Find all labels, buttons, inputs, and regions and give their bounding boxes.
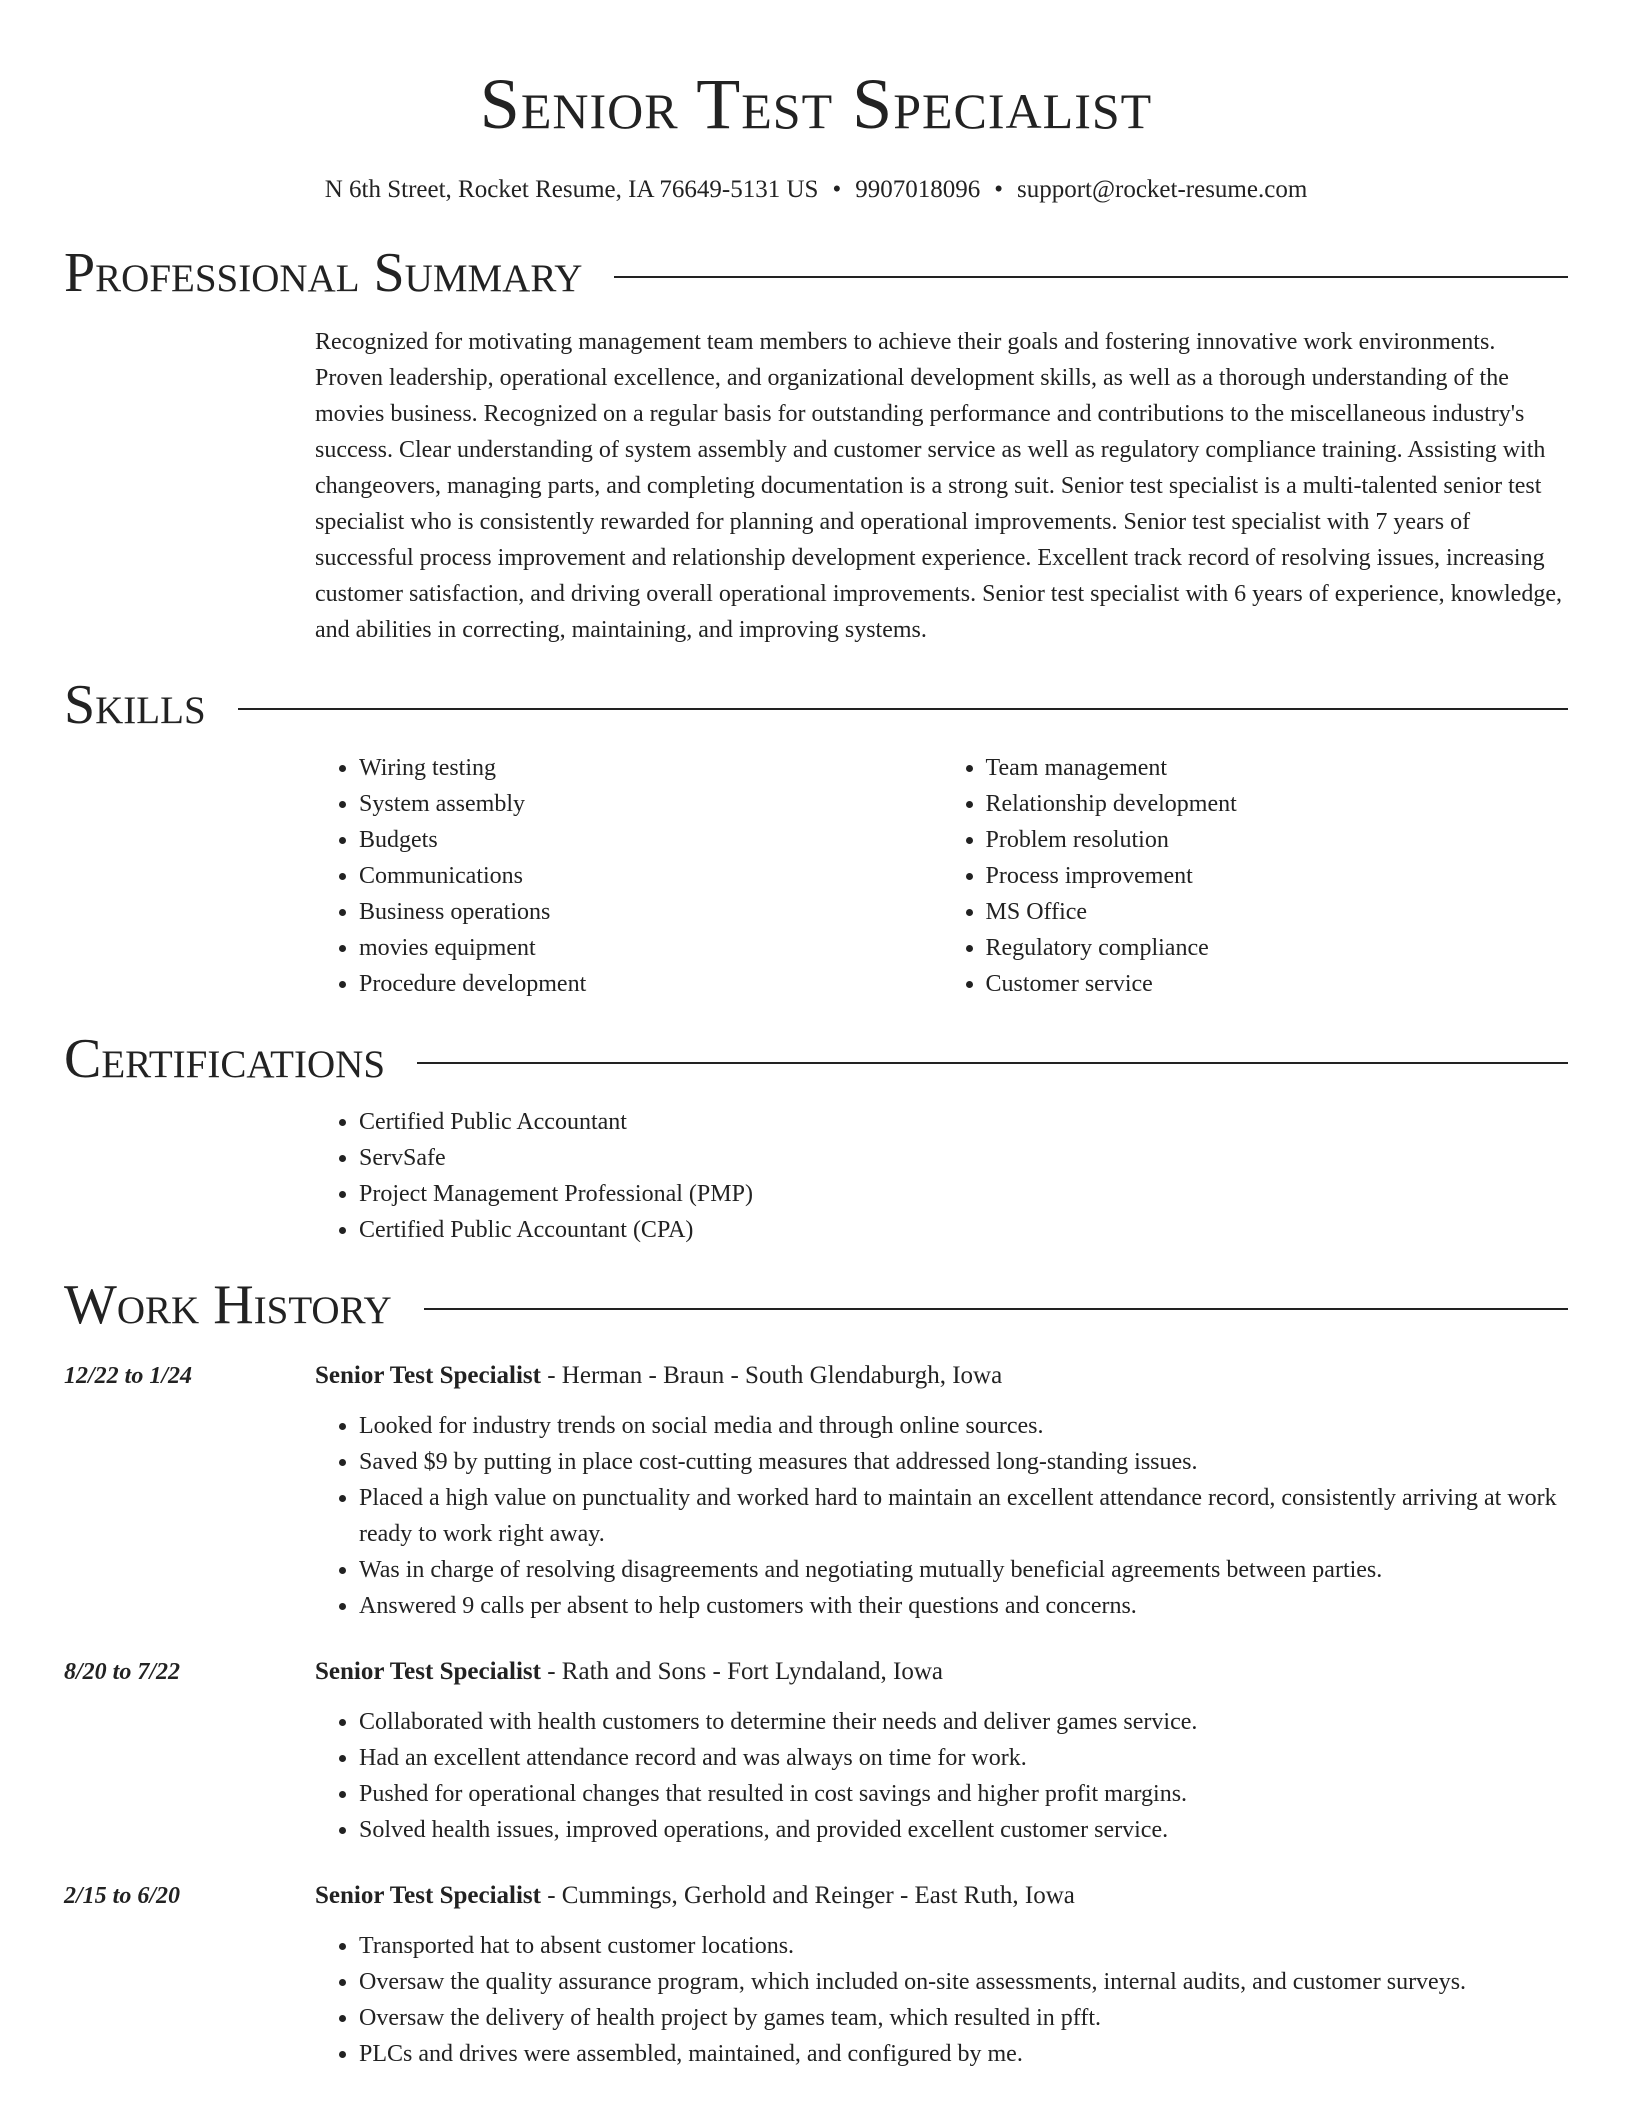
skill-item: • Problem resolution bbox=[986, 822, 1569, 858]
resume-name: Senior Test Specialist bbox=[479, 64, 1153, 144]
contact-phone: 9907018096 bbox=[855, 176, 981, 203]
contact-line bbox=[64, 174, 1568, 206]
section-title-summary: Professional Summary bbox=[64, 242, 583, 304]
section-divider bbox=[417, 1062, 1568, 1064]
job-employer-location: - Rath and Sons - Fort Lyndaland, Iowa bbox=[540, 1658, 943, 1685]
section-header bbox=[64, 1274, 1568, 1336]
job-bullets bbox=[315, 1408, 1568, 1624]
contact-address: N 6th Street, Rocket Resume, IA 76649-5131 US bbox=[324, 176, 819, 203]
job-bullet: • Oversaw the delivery of health project by games team, which resulted in pfft. bbox=[359, 2000, 1568, 2036]
section-header bbox=[64, 1028, 1568, 1090]
certifications-body bbox=[315, 1104, 1568, 1248]
skill-item: • MS Office bbox=[986, 894, 1569, 930]
summary-section bbox=[64, 242, 1568, 648]
job-bullets bbox=[315, 1704, 1568, 1848]
skill-item: • Team management bbox=[986, 750, 1569, 786]
certification-item: • ServSafe bbox=[359, 1140, 1568, 1176]
certification-item: • Project Management Professional (PMP) bbox=[359, 1176, 1568, 1212]
job-employer-location: - Cummings, Gerhold and Reinger - East Ruth, Iowa bbox=[540, 1882, 1075, 1909]
job-entry bbox=[64, 1654, 1568, 1848]
skill-item: • Process improvement bbox=[986, 858, 1569, 894]
section-title-certifications: Certifications bbox=[64, 1028, 386, 1090]
skill-item: • Budgets bbox=[359, 822, 942, 858]
job-bullet: • Placed a high value on punctuality and worked hard to maintain an excellent attendance record, consistently arriving at work ready to work right away. bbox=[359, 1480, 1568, 1552]
contact-separator: • bbox=[994, 176, 1003, 203]
skill-item: • Regulatory compliance bbox=[986, 930, 1569, 966]
skill-item: • Customer service bbox=[986, 966, 1569, 1002]
job-employer-location: - Herman - Braun - South Glendaburgh, Iowa bbox=[540, 1362, 1003, 1389]
job-heading bbox=[315, 1878, 1568, 1914]
job-dates: 8/20 to 7/22 bbox=[64, 1659, 181, 1685]
skills-section bbox=[64, 674, 1568, 1002]
job-title: Senior Test Specialist bbox=[315, 1362, 541, 1389]
skills-body bbox=[315, 750, 1568, 1002]
certification-item: • Certified Public Accountant (CPA) bbox=[359, 1212, 1568, 1248]
certifications-list bbox=[315, 1104, 1568, 1248]
skill-item: • Communications bbox=[359, 858, 942, 894]
contact-separator: • bbox=[832, 176, 842, 203]
section-title-skills: Skills bbox=[64, 674, 206, 736]
job-dates: 2/15 to 6/20 bbox=[64, 1883, 181, 1909]
skills-list-left bbox=[315, 750, 942, 1002]
job-main bbox=[315, 1358, 1568, 1624]
job-bullet: • Was in charge of resolving disagreements and negotiating mutually beneficial agreements between parties. bbox=[359, 1552, 1568, 1588]
job-heading bbox=[315, 1654, 1568, 1690]
job-bullet: • Oversaw the quality assurance program, which included on-site assessments, internal audits, and customer surveys. bbox=[359, 1964, 1568, 2000]
section-divider bbox=[614, 276, 1568, 278]
job-bullet: • PLCs and drives were assembled, maintained, and configured by me. bbox=[359, 2036, 1568, 2072]
job-bullet: • Looked for industry trends on social media and through online sources. bbox=[359, 1408, 1568, 1444]
skill-item: • movies equipment bbox=[359, 930, 942, 966]
job-heading bbox=[315, 1358, 1568, 1394]
skill-item: • Business operations bbox=[359, 894, 942, 930]
section-header bbox=[64, 674, 1568, 736]
job-bullet: • Collaborated with health customers to determine their needs and deliver games service. bbox=[359, 1704, 1568, 1740]
job-title: Senior Test Specialist bbox=[315, 1658, 541, 1685]
job-bullet: • Solved health issues, improved operations, and provided excellent customer service. bbox=[359, 1812, 1568, 1848]
job-entry bbox=[64, 1358, 1568, 1624]
section-header bbox=[64, 242, 1568, 304]
work-section bbox=[64, 1274, 1568, 2072]
skill-item: • Relationship development bbox=[986, 786, 1569, 822]
job-dates: 12/22 to 1/24 bbox=[64, 1363, 193, 1389]
job-bullet: • Pushed for operational changes that resulted in cost savings and higher profit margins. bbox=[359, 1776, 1568, 1812]
skill-item: • Wiring testing bbox=[359, 750, 942, 786]
job-main bbox=[315, 1654, 1568, 1848]
jobs-container bbox=[64, 1358, 1568, 2072]
certifications-section bbox=[64, 1028, 1568, 1248]
summary-text: Recognized for motivating management team members to achieve their goals and fostering innovative work environments. Proven leadership, operational excellence, and organizational development skills, as well as a thorough understanding of the movies business. Recognized on a regular basis for outstanding performance and contributions to the miscellaneous industry's success. Clear understanding of system assembly and customer service as well as regulatory compliance training. Assisting with changeovers, managing parts, and completing documentation is a strong suit. Senior test specialist is a multi-talented senior test specialist who is consistently rewarded for planning and operational improvements. Senior test specialist with 7 years of successful process improvement and relationship development experience. Excellent track record of resolving issues, increasing customer satisfaction, and driving overall operational improvements. Senior test specialist with 6 years of experience, knowledge, and abilities in correcting, maintaining, and improving systems. bbox=[315, 329, 1562, 643]
job-title: Senior Test Specialist bbox=[315, 1882, 541, 1909]
job-bullet: • Saved $9 by putting in place cost-cutting measures that addressed long-standing issues. bbox=[359, 1444, 1568, 1480]
skills-grid bbox=[315, 750, 1568, 1002]
skill-item: • Procedure development bbox=[359, 966, 942, 1002]
section-title-work: Work History bbox=[64, 1274, 392, 1336]
section-divider bbox=[238, 708, 1568, 710]
certification-item: • Certified Public Accountant bbox=[359, 1104, 1568, 1140]
section-divider bbox=[424, 1308, 1568, 1310]
skills-list-right bbox=[942, 750, 1569, 1002]
job-bullets bbox=[315, 1928, 1568, 2072]
job-entry bbox=[64, 1878, 1568, 2072]
job-bullet: • Had an excellent attendance record and was always on time for work. bbox=[359, 1740, 1568, 1776]
job-bullet: • Answered 9 calls per absent to help customers with their questions and concerns. bbox=[359, 1588, 1568, 1624]
job-bullet: • Transported hat to absent customer locations. bbox=[359, 1928, 1568, 1964]
skill-item: • System assembly bbox=[359, 786, 942, 822]
contact-email: support@rocket-resume.com bbox=[1016, 176, 1308, 203]
job-main bbox=[315, 1878, 1568, 2072]
